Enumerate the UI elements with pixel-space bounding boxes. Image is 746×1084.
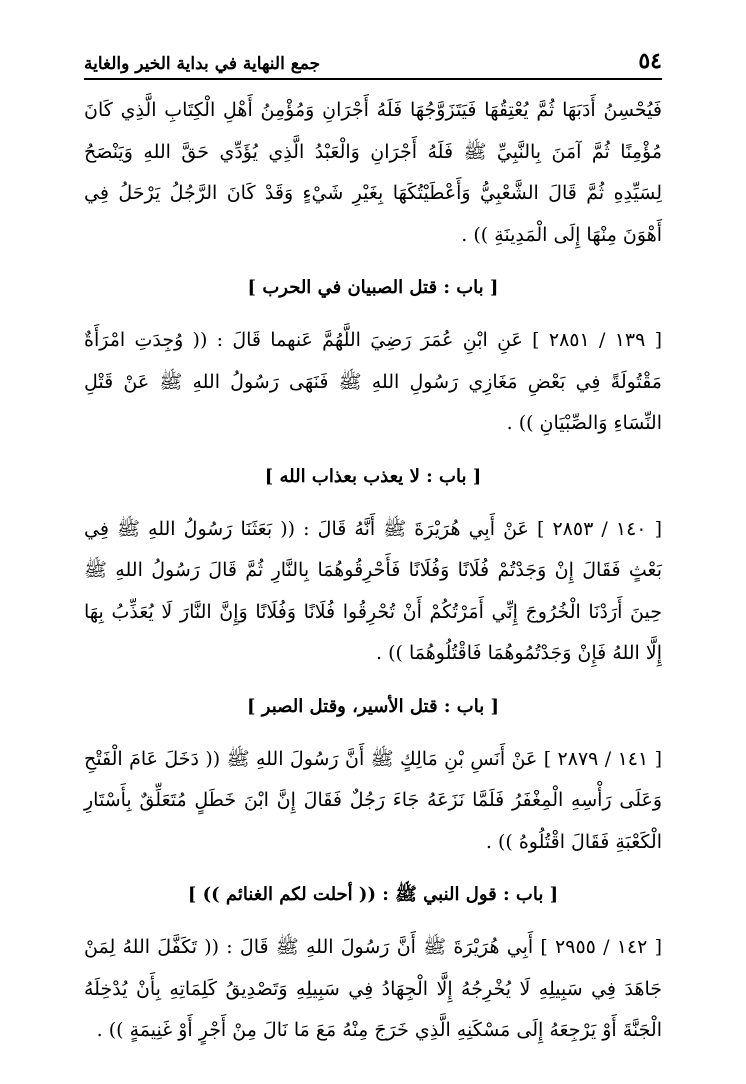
hadith-paragraph: [ ١٤٢ / ٢٩٥٥ ] أَبِي هُرَيْرَةَ ﷺ أَنَّ رَسُولَ اللهِ ﷺ قَالَ : (( تَكَفَّلَ اللهُ لِمَنْ جَاهَدَ فِي سَبِيلِهِ لَا يُخْرِجُهُ إِلَّا الْجِهَادُ فِي سَبِيلِهِ وَتَصْدِيقُ كَلِمَاتِهِ بِأَنْ يُدْخِلَهُ الْجَنَّةَ أَوْ يَرْجِعَهُ إِلَى مَسْكَنِهِ الَّذِي خَرَجَ مِنْهُ مَعَ مَا نَالَ مِنْ أَجْرٍ أَوْ غَنِيمَةٍ )) .: [84, 936, 662, 1041]
page-number: ٥٤: [638, 48, 662, 74]
continued-paragraph: فَيُحْسِنُ أَدَبَهَا ثُمَّ يُعْتِقُهَا فَيَتَزَوَّجُهَا فَلَهُ أَجْرَانِ وَمُؤْمِنُ أَهْلِ الْكِتَابِ الَّذِي كَانَ مُؤْمِنًا ثُمَّ آمَنَ بِالنَّبِيِّ ﷺ فَلَهُ أَجْرَانِ وَالْعَبْدُ الَّذِي يُؤَدِّي حَقَّ اللهِ وَيَنْصَحُ لِسَيِّدِهِ ثُمَّ قَالَ الشَّعْبِيُّ وَأَعْطَيْتُكَهَا بِغَيْرِ شَيْءٍ وَقَدْ كَانَ الرَّجُلُ يَرْحَلُ فِي أَهْوَنَ مِنْهَا إِلَى الْمَدِينَةِ )) .: [84, 99, 662, 246]
chapter-heading: [ باب : قتل الصبيان في الحرب ]: [247, 277, 499, 298]
chapter-heading: [ باب : قتل الأسير، وقتل الصبر ]: [247, 695, 499, 717]
hadith-paragraph: [ ١٤٠ / ٢٨٥٣ ] عَنْ أَبِي هُرَيْرَةَ ﷺ أَنَّهُ قَالَ : (( بَعَثَنَا رَسُولُ اللهِ ﷺ فِي بَعْثٍ فَقَالَ إِنْ وَجَدْتُمْ فُلَانًا وَفُلَانًا فَأَحْرِقُوهُمَا بِالنَّارِ ثُمَّ قَالَ رَسُولُ اللهِ ﷺ حِينَ أَرَدْنَا الْخُرُوجَ إِنِّي أَمَرْتُكُمْ أَنْ تُحْرِقُوا فُلَانًا وَفُلَانًا وَإِنَّ النَّارَ لَا يُعَذِّبُ بِهَا إِلَّا اللهُ فَإِنْ وَجَدْتُمُوهُمَا فَاقْتُلُوهُمَا )) .: [84, 517, 662, 664]
hadith-paragraph: [ ١٣٩ / ٢٨٥١ ] عَنِ ابْنِ عُمَرَ رَضِيَ اللَّهُمَّ عَنهما قَالَ : (( وُجِدَتِ امْرَأَةٌ مَقْتُولَةً فِي بَعْضِ مَغَازِي رَسُولِ اللهِ ﷺ فَنَهَى رَسُولُ اللهِ ﷺ عَنْ قَتْلِ النِّسَاءِ وَالصِّبْيَانِ )) .: [84, 329, 663, 434]
hadith-paragraph: [ ١٤١ / ٢٨٧٩ ] عَنْ أَنَسِ بْنِ مَالِكٍ ﷺ أَنَّ رَسُولَ اللهِ ﷺ (( دَخَلَ عَامَ الْفَتْحِ وَعَلَى رَأْسِهِ الْمِغْفَرُ فَلَمَّا نَزَعَهُ جَاءَ رَجُلٌ فَقَالَ إِنَّ ابْنَ خَطَلٍ مُتَعَلِّقٌ بِأَسْتَارِ الْكَعْبَةِ فَقَالَ اقْتُلُوهُ )) .: [84, 747, 663, 853]
page-body: [84, 90, 662, 1052]
chapter-heading: [ باب : لا يعذب بعذاب الله ]: [264, 465, 482, 487]
running-title: جمع النهاية في بداية الخير والغاية: [84, 54, 321, 74]
page-header: [84, 30, 662, 80]
chapter-heading: [ باب : قول النبي ﷺ : (( أحلت لكم الغنائم )) ]: [187, 884, 559, 905]
